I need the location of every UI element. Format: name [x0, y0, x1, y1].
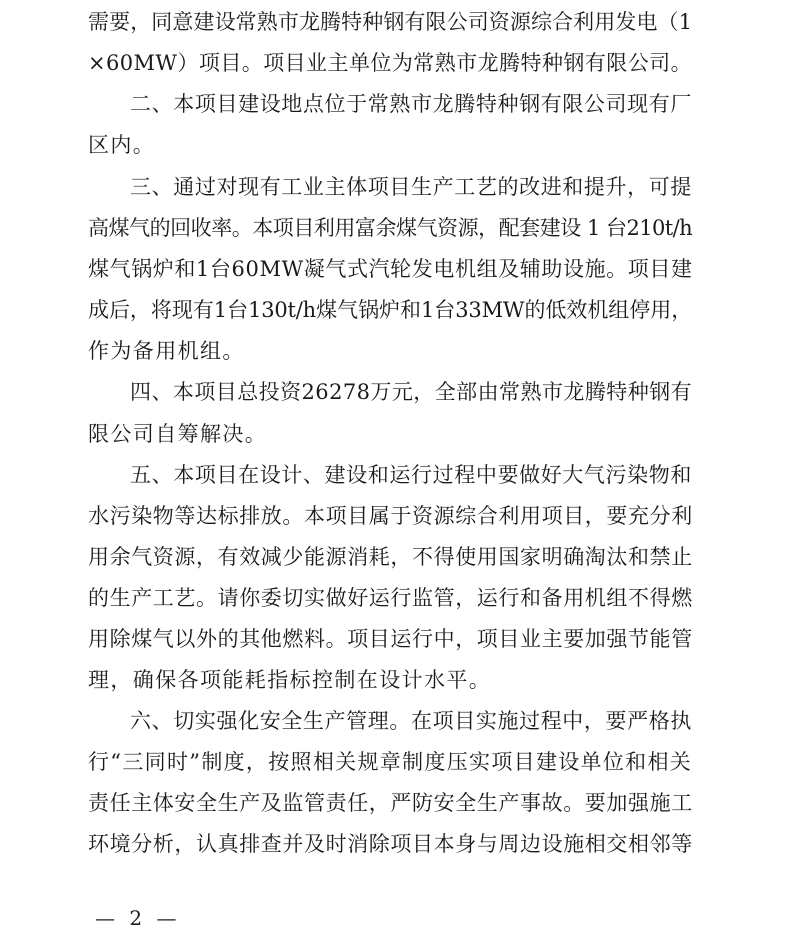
text-line: 六、切实强化安全生产管理。在项目实施过程中，要严格执: [130, 709, 692, 733]
text-line: 五、本项目在设计、建设和运行过程中要做好大气污染物和: [130, 463, 692, 487]
text-line: 三、通过对现有工业主体项目生产工艺的改进和提升，可提: [130, 175, 692, 199]
text-line: 责任主体安全生产及监管责任，严防安全生产事故。要加强施工: [88, 791, 693, 815]
text-line: 的生产工艺。请你委切实做好运行监管，运行和备用机组不得燃: [88, 586, 693, 610]
text-line: 成后，将现有1台130t/h煤气锅炉和1台33MW的低效机组停用，: [88, 298, 692, 322]
text-line: 用除煤气以外的其他燃料。项目运行中，项目业主要加强节能管: [88, 627, 693, 651]
text-line: 水污染物等达标排放。本项目属于资源综合利用项目，要充分利: [88, 504, 693, 528]
text-line: ×60MW）项目。项目业主单位为常熟市龙腾特种钢有限公司。: [88, 51, 692, 75]
text-line: 环境分析，认真排查并及时消除项目本身与周边设施相交相邻等: [88, 832, 693, 856]
text-line: 需要，同意建设常熟市龙腾特种钢有限公司资源综合利用发电（1: [88, 10, 692, 34]
page-number: — 2 —: [95, 906, 181, 930]
text-line: 煤气锅炉和1台60MW凝气式汽轮发电机组及辅助设施。项目建: [88, 257, 693, 281]
text-line: 高煤气的回收率。本项目利用富余煤气资源，配套建设 1 台210t/h: [88, 216, 692, 240]
text-line: 区内。: [88, 133, 156, 157]
text-line: 限公司自筹解决。: [88, 422, 268, 446]
text-line: 四、本项目总投资26278万元，全部由常熟市龙腾特种钢有: [130, 380, 692, 404]
text-line: 用余气资源，有效减少能源消耗，不得使用国家明确淘汰和禁止: [88, 545, 693, 569]
text-line: 理，确保各项能耗指标控制在设计水平。: [88, 668, 492, 692]
text-line: 作为备用机组。: [88, 339, 245, 363]
text-line: 二、本项目建设地点位于常熟市龙腾特种钢有限公司现有厂: [130, 92, 692, 116]
text-line: 行“三同时”制度，按照相关规章制度压实项目建设单位和相关: [88, 750, 692, 774]
